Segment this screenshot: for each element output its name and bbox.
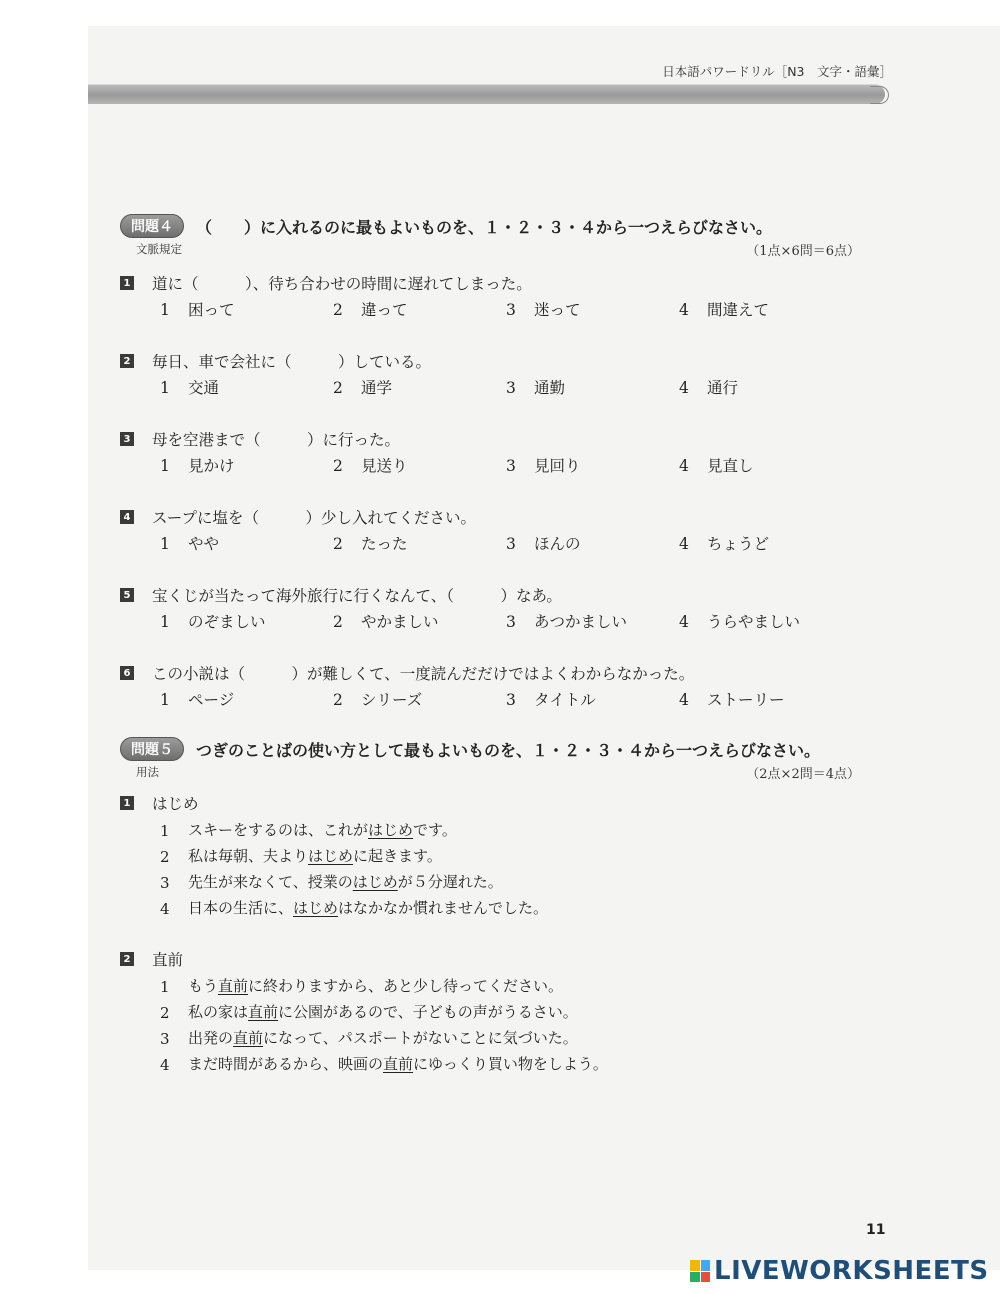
usage-option[interactable]: 1 スキーをするのは、これが はじめ です。 — [160, 821, 457, 840]
section-4-header — [120, 213, 860, 257]
option[interactable]: 1 見かけ — [160, 457, 235, 475]
question-number: 4 — [120, 510, 134, 524]
option[interactable]: 4 うらやましい — [679, 613, 801, 631]
question-text: 宝くじが当たって海外旅行に行くなんて、（ ）なあ。 — [152, 587, 562, 605]
option[interactable]: 1 のぞましい — [160, 613, 266, 631]
question-text: この小説は（ ）が難しくて、一度読んだだけではよくわからなかった。 — [152, 665, 695, 683]
liveworksheets-icon — [690, 1260, 710, 1282]
question-4-6 — [120, 658, 860, 710]
option[interactable]: 4 間違えて — [679, 301, 770, 319]
question-number: 1 — [120, 276, 134, 290]
option[interactable]: 2 シリーズ — [333, 691, 423, 709]
question-word: はじめ — [152, 795, 199, 813]
option[interactable]: 3 見回り — [506, 457, 581, 475]
question-number: 3 — [120, 432, 134, 446]
usage-option[interactable]: 2 私の家は 直前 に公園があるので、子どもの声がうるさい。 — [160, 1003, 578, 1022]
question-number: 5 — [120, 588, 134, 602]
usage-option[interactable]: 4 まだ時間があるから、映画の 直前 にゆっくり買い物をしよう。 — [160, 1055, 608, 1074]
question-text: 道に（ ）、待ち合わせの時間に遅れてしまった。 — [152, 275, 532, 293]
question-4-2 — [120, 346, 860, 398]
section-5-score: （2点×2問＝4点） — [746, 767, 860, 782]
book-title: 日本語パワードリル［N3 文字・語彙］ — [662, 64, 892, 79]
option[interactable]: 4 見直し — [679, 457, 754, 475]
option[interactable]: 2 見送り — [333, 457, 408, 475]
question-number: 2 — [120, 952, 134, 966]
option[interactable]: 4 ストーリー — [679, 691, 785, 709]
usage-option[interactable]: 1 もう 直前 に終わりますから、あと少し待ってください。 — [160, 977, 564, 996]
section-4-category: 文脈規定 — [136, 242, 182, 256]
section-4-instruction: （ ）に入れるのに最もよいものを、１・２・３・４から一つえらびなさい。 — [196, 217, 773, 237]
question-number: 6 — [120, 666, 134, 680]
section-4-score: （1点×6問＝6点） — [746, 244, 860, 259]
question-number: 2 — [120, 354, 134, 368]
question-text: スープに塩を（ ）少し入れてください。 — [152, 509, 476, 527]
section-5-header — [120, 736, 860, 780]
page-number: 11 — [866, 1222, 886, 1238]
option[interactable]: 2 やかましい — [333, 613, 439, 631]
option[interactable]: 3 ほんの — [506, 535, 581, 553]
question-5-2 — [120, 944, 860, 1074]
option[interactable]: 3 迷って — [506, 301, 581, 319]
question-4-3 — [120, 424, 860, 476]
section-5-category: 用法 — [136, 765, 159, 779]
question-4-4 — [120, 502, 860, 554]
option[interactable]: 4 通行 — [679, 379, 739, 397]
usage-option[interactable]: 3 出発の 直前 になって、パスポートがないことに気づいた。 — [160, 1029, 578, 1048]
usage-option[interactable]: 4 日本の生活に、 はじめ はなかなか慣れませんでした。 — [160, 899, 549, 918]
question-text: 毎日、車で会社に（ ）している。 — [152, 353, 432, 371]
question-word: 直前 — [152, 951, 184, 969]
header-bar — [88, 84, 885, 104]
option[interactable]: 2 通学 — [333, 379, 393, 397]
question-text: 母を空港まで（ ）に行った。 — [152, 431, 401, 449]
liveworksheets-text: LIVEWORKSHEETS — [714, 1256, 989, 1286]
option[interactable]: 4 ちょうど — [679, 535, 770, 553]
liveworksheets-logo — [690, 1256, 989, 1286]
question-4-1 — [120, 268, 860, 320]
usage-option[interactable]: 3 先生が来なくて、授業の はじめ が５分遅れた。 — [160, 873, 503, 892]
header-bar-tip — [870, 86, 889, 104]
option[interactable]: 3 通勤 — [506, 379, 566, 397]
option[interactable]: 2 たった — [333, 535, 408, 553]
option[interactable]: 1 ページ — [160, 691, 235, 709]
option[interactable]: 3 あつかましい — [506, 613, 628, 631]
option[interactable]: 1 やや — [160, 535, 220, 553]
option[interactable]: 1 困って — [160, 301, 235, 319]
question-5-1 — [120, 788, 860, 918]
section-5-badge: 問題５ — [120, 737, 184, 761]
usage-option[interactable]: 2 私は毎朝、夫より はじめ に起きます。 — [160, 847, 442, 866]
option[interactable]: 3 タイトル — [506, 691, 596, 709]
option[interactable]: 2 違って — [333, 301, 408, 319]
question-number: 1 — [120, 796, 134, 810]
section-5-instruction: つぎのことばの使い方として最もよいものを、１・２・３・４から一つえらびなさい。 — [196, 740, 821, 760]
section-4-badge: 問題４ — [120, 214, 184, 238]
question-4-5 — [120, 580, 860, 632]
option[interactable]: 1 交通 — [160, 379, 220, 397]
